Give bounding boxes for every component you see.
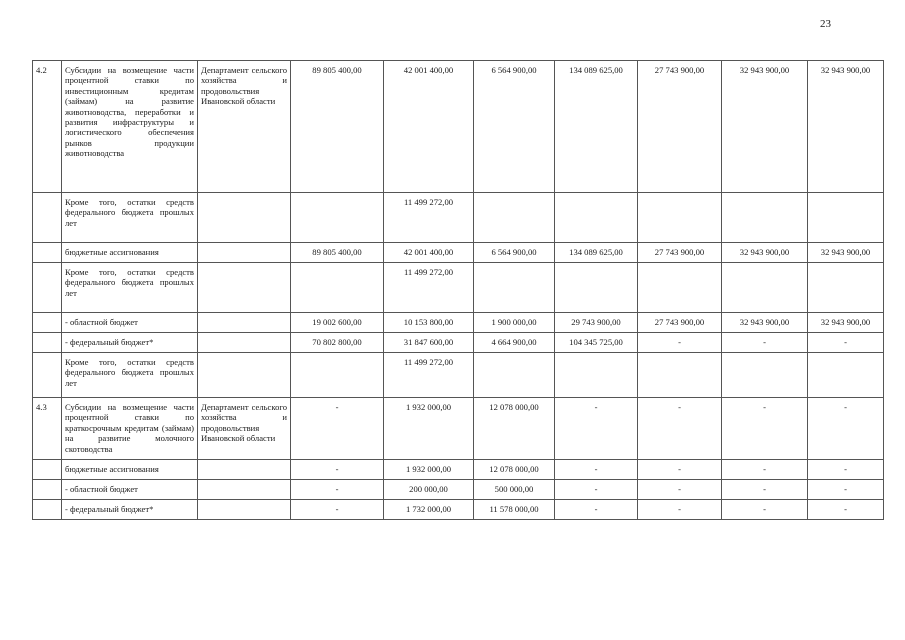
row-number-cell: [33, 263, 62, 313]
department-cell: [198, 193, 291, 243]
row-number-cell: [33, 353, 62, 398]
table-row: [33, 61, 884, 193]
value-cell-3: 11 578 000,00: [474, 500, 555, 520]
row-number-cell: [33, 333, 62, 353]
department-cell: [198, 333, 291, 353]
value-cell-6: -: [722, 333, 808, 353]
value-cell-1: [291, 193, 384, 243]
department-cell: [198, 243, 291, 263]
value-cell-3: 6 564 900,00: [474, 61, 555, 193]
value-cell-3: [474, 193, 555, 243]
value-cell-5: -: [638, 333, 722, 353]
department-cell: [198, 263, 291, 313]
description-cell: Субсидии на возмещение части процентной ставки по краткосрочным кредитам (займам) на развитие молочного скотоводства: [62, 398, 198, 460]
value-cell-1: [291, 263, 384, 313]
value-cell-4: [555, 353, 638, 398]
row-number-cell: 4.2: [33, 61, 62, 193]
description-cell: Субсидии на возмещение части процентной ставки по инвестиционным кредитам (займам) на развитие животноводства, переработки и развития инфраструктуры и логистического обеспечения рынков продукции животноводства: [62, 61, 198, 193]
value-cell-6: -: [722, 398, 808, 460]
description-cell: Кроме того, остатки средств федерального бюджета прошлых лет: [62, 353, 198, 398]
row-number-cell: [33, 480, 62, 500]
department-cell: [198, 480, 291, 500]
value-cell-2: 11 499 272,00: [384, 353, 474, 398]
value-cell-5: [638, 263, 722, 313]
department-cell: [198, 353, 291, 398]
description-cell: Кроме того, остатки средств федерального бюджета прошлых лет: [62, 263, 198, 313]
value-cell-5: [638, 193, 722, 243]
value-cell-5: -: [638, 500, 722, 520]
value-cell-6: -: [722, 480, 808, 500]
value-cell-4: -: [555, 460, 638, 480]
row-number-cell: 4.3: [33, 398, 62, 460]
value-cell-4: [555, 193, 638, 243]
value-cell-4: [555, 263, 638, 313]
value-cell-7: 32 943 900,00: [808, 313, 884, 333]
value-cell-6: -: [722, 460, 808, 480]
value-cell-5: -: [638, 398, 722, 460]
table-row: [33, 193, 884, 243]
value-cell-4: -: [555, 398, 638, 460]
value-cell-1: -: [291, 500, 384, 520]
value-cell-1: -: [291, 398, 384, 460]
value-cell-6: [722, 353, 808, 398]
value-cell-4: -: [555, 480, 638, 500]
budget-table: [32, 60, 884, 520]
table-row: [33, 398, 884, 460]
description-cell: - федеральный бюджет*: [62, 500, 198, 520]
value-cell-3: 500 000,00: [474, 480, 555, 500]
department-cell: Департамент сельского хозяйства и продовольствия Ивановской области: [198, 61, 291, 193]
description-cell: Кроме того, остатки средств федерального бюджета прошлых лет: [62, 193, 198, 243]
department-cell: [198, 313, 291, 333]
value-cell-2: 200 000,00: [384, 480, 474, 500]
value-cell-7: 32 943 900,00: [808, 61, 884, 193]
value-cell-3: [474, 263, 555, 313]
value-cell-4: 29 743 900,00: [555, 313, 638, 333]
description-cell: - федеральный бюджет*: [62, 333, 198, 353]
value-cell-3: [474, 353, 555, 398]
value-cell-6: [722, 263, 808, 313]
value-cell-5: 27 743 900,00: [638, 61, 722, 193]
table-row: [33, 313, 884, 333]
value-cell-3: 6 564 900,00: [474, 243, 555, 263]
value-cell-7: -: [808, 333, 884, 353]
value-cell-6: 32 943 900,00: [722, 61, 808, 193]
value-cell-1: 89 805 400,00: [291, 61, 384, 193]
value-cell-7: -: [808, 480, 884, 500]
value-cell-5: 27 743 900,00: [638, 243, 722, 263]
value-cell-6: 32 943 900,00: [722, 243, 808, 263]
value-cell-2: 10 153 800,00: [384, 313, 474, 333]
value-cell-6: -: [722, 500, 808, 520]
value-cell-4: 104 345 725,00: [555, 333, 638, 353]
value-cell-3: 1 900 000,00: [474, 313, 555, 333]
value-cell-7: -: [808, 398, 884, 460]
value-cell-2: 42 001 400,00: [384, 61, 474, 193]
table-row: [33, 480, 884, 500]
value-cell-4: -: [555, 500, 638, 520]
value-cell-1: 89 805 400,00: [291, 243, 384, 263]
value-cell-7: [808, 193, 884, 243]
value-cell-7: [808, 263, 884, 313]
value-cell-2: 31 847 600,00: [384, 333, 474, 353]
page-number: 23: [820, 18, 831, 30]
value-cell-2: 11 499 272,00: [384, 263, 474, 313]
value-cell-6: 32 943 900,00: [722, 313, 808, 333]
value-cell-1: 70 802 800,00: [291, 333, 384, 353]
description-cell: бюджетные ассигнования: [62, 460, 198, 480]
value-cell-7: 32 943 900,00: [808, 243, 884, 263]
table-row: [33, 460, 884, 480]
value-cell-1: 19 002 600,00: [291, 313, 384, 333]
row-number-cell: [33, 313, 62, 333]
table-row: [33, 243, 884, 263]
value-cell-7: [808, 353, 884, 398]
value-cell-2: 1 932 000,00: [384, 398, 474, 460]
table-row: [33, 500, 884, 520]
department-cell: Департамент сельского хозяйства и продовольствия Ивановской области: [198, 398, 291, 460]
value-cell-1: -: [291, 480, 384, 500]
value-cell-2: 11 499 272,00: [384, 193, 474, 243]
value-cell-5: -: [638, 460, 722, 480]
value-cell-5: 27 743 900,00: [638, 313, 722, 333]
value-cell-5: -: [638, 480, 722, 500]
value-cell-2: 1 932 000,00: [384, 460, 474, 480]
value-cell-3: 12 078 000,00: [474, 460, 555, 480]
value-cell-2: 1 732 000,00: [384, 500, 474, 520]
description-cell: - областной бюджет: [62, 480, 198, 500]
description-cell: бюджетные ассигнования: [62, 243, 198, 263]
row-number-cell: [33, 193, 62, 243]
budget-table-body: [33, 61, 884, 520]
value-cell-6: [722, 193, 808, 243]
value-cell-1: [291, 353, 384, 398]
table-row: [33, 353, 884, 398]
row-number-cell: [33, 243, 62, 263]
row-number-cell: [33, 460, 62, 480]
value-cell-4: 134 089 625,00: [555, 243, 638, 263]
value-cell-3: 4 664 900,00: [474, 333, 555, 353]
value-cell-7: -: [808, 500, 884, 520]
department-cell: [198, 500, 291, 520]
value-cell-2: 42 001 400,00: [384, 243, 474, 263]
row-number-cell: [33, 500, 62, 520]
table-row: [33, 263, 884, 313]
value-cell-5: [638, 353, 722, 398]
department-cell: [198, 460, 291, 480]
value-cell-4: 134 089 625,00: [555, 61, 638, 193]
description-cell: - областной бюджет: [62, 313, 198, 333]
value-cell-1: -: [291, 460, 384, 480]
value-cell-7: -: [808, 460, 884, 480]
table-row: [33, 333, 884, 353]
value-cell-3: 12 078 000,00: [474, 398, 555, 460]
